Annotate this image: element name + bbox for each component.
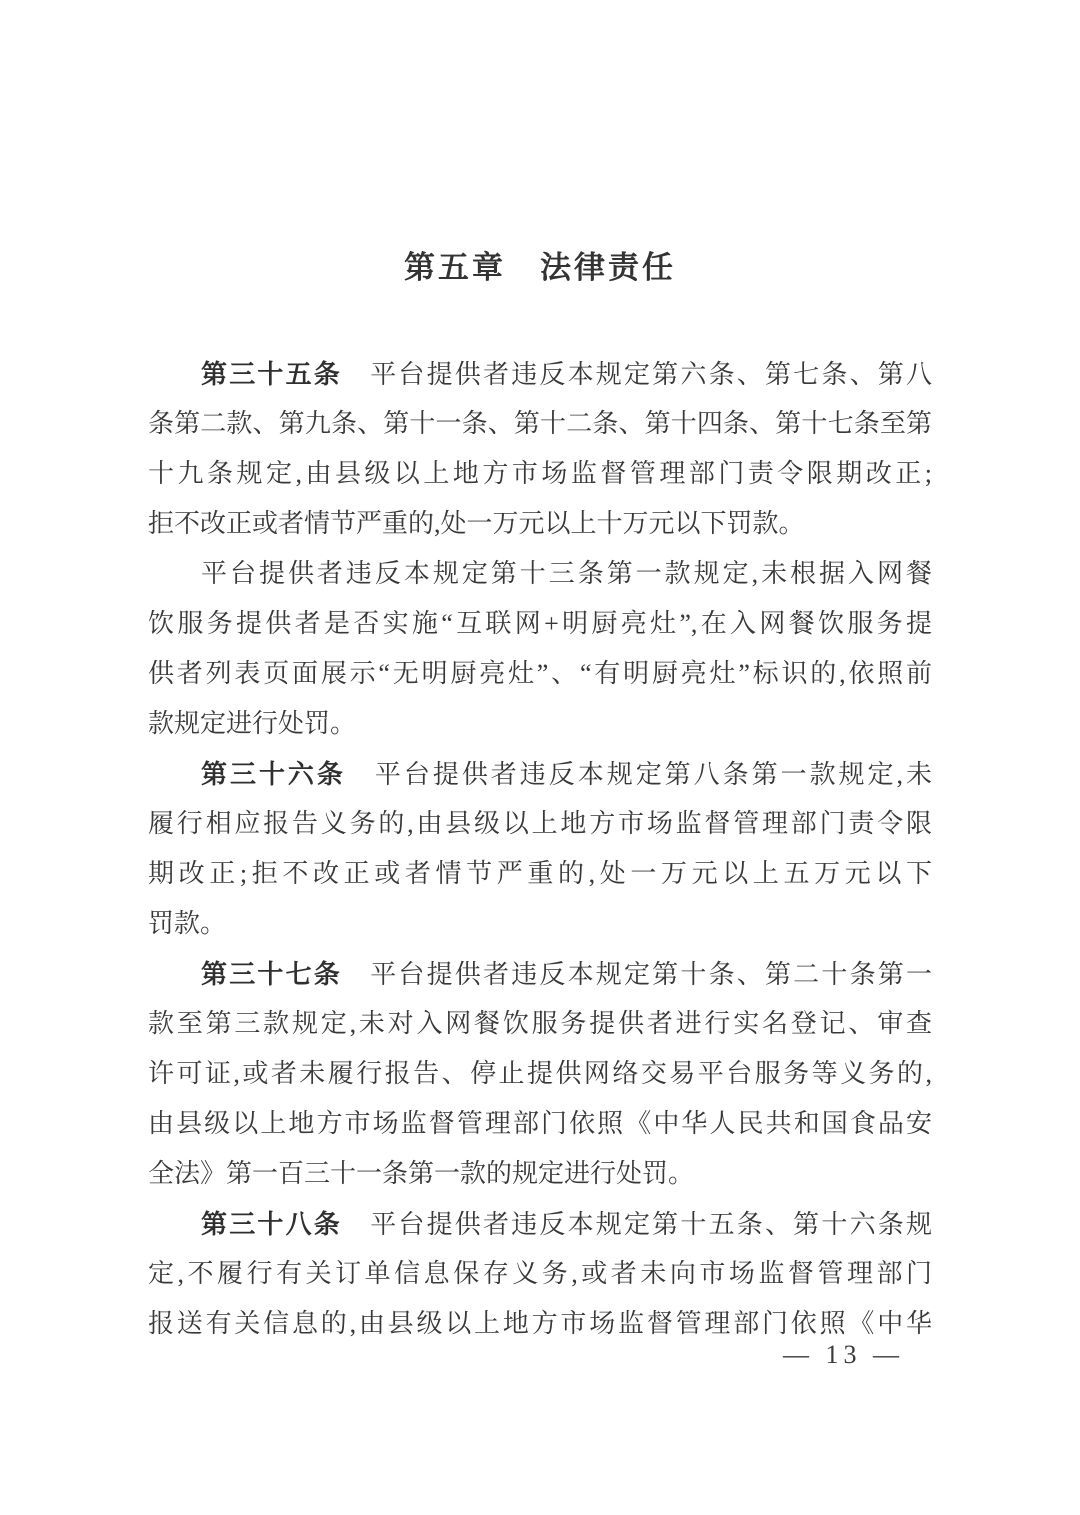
text-line: 定,不履行有关订单信息保存义务,或者未向市场监督管理部门 (148, 1259, 932, 1288)
text-line: 款规定进行处罚。 (148, 709, 357, 738)
text-line: 饮服务提供者是否实施“互联网+明厨亮灶”,在入网餐饮服务提 (148, 609, 932, 638)
article-number: 第三十六条 (201, 759, 346, 789)
text-line: 全法》第一百三十一条第一款的规定进行处罚。 (148, 1159, 695, 1188)
text-line: 拒不改正或者情节严重的,处一万元以上十万元以下罚款。 (148, 509, 805, 538)
paragraph-第三十七条 (148, 949, 932, 1199)
text-line: 十九条规定,由县级以上地方市场监督管理部门责令限期改正; (148, 459, 932, 488)
paragraph-第三十八条 (148, 1199, 932, 1349)
text-line: 由县级以上地方市场监督管理部门依照《中华人民共和国食品安 (148, 1109, 932, 1138)
text-line: 期改正;拒不改正或者情节严重的,处一万元以上五万元以下 (148, 859, 932, 888)
text-line: 许可证,或者未履行报告、停止提供网络交易平台服务等义务的, (148, 1059, 932, 1088)
document-body (148, 349, 932, 1349)
text-line: 第三十八条 平台提供者违反本规定第十五条、第十六条规 (201, 1209, 932, 1239)
text-line: 罚款。 (148, 909, 227, 938)
paragraph-continuation (148, 549, 932, 749)
text-line: 第三十五条 平台提供者违反本规定第六条、第七条、第八 (201, 359, 932, 389)
text-line: 供者列表页面展示“无明厨亮灶”、“有明厨亮灶”标识的,依照前 (148, 659, 932, 688)
chapter-title: 第五章 法律责任 (404, 250, 676, 285)
article-number: 第三十五条 (201, 359, 342, 389)
text-line: 款至第三款规定,未对入网餐饮服务提供者进行实名登记、审查 (148, 1009, 932, 1038)
article-number: 第三十七条 (201, 959, 342, 989)
paragraph-第三十五条 (148, 349, 932, 549)
text-line: 履行相应报告义务的,由县级以上地方市场监督管理部门责令限 (148, 809, 932, 838)
paragraph-第三十六条 (148, 749, 932, 949)
page-number: — 13 — (783, 1340, 904, 1369)
article-number: 第三十八条 (201, 1209, 342, 1239)
text-line: 报送有关信息的,由县级以上地方市场监督管理部门依照《中华 (148, 1309, 932, 1338)
text-line: 平台提供者违反本规定第十三条第一款规定,未根据入网餐 (201, 559, 932, 588)
text-line: 条第二款、第九条、第十一条、第十二条、第十四条、第十七条至第 (148, 409, 932, 438)
text-line: 第三十六条 平台提供者违反本规定第八条第一款规定,未 (201, 759, 932, 789)
text-line: 第三十七条 平台提供者违反本规定第十条、第二十条第一 (201, 959, 932, 989)
